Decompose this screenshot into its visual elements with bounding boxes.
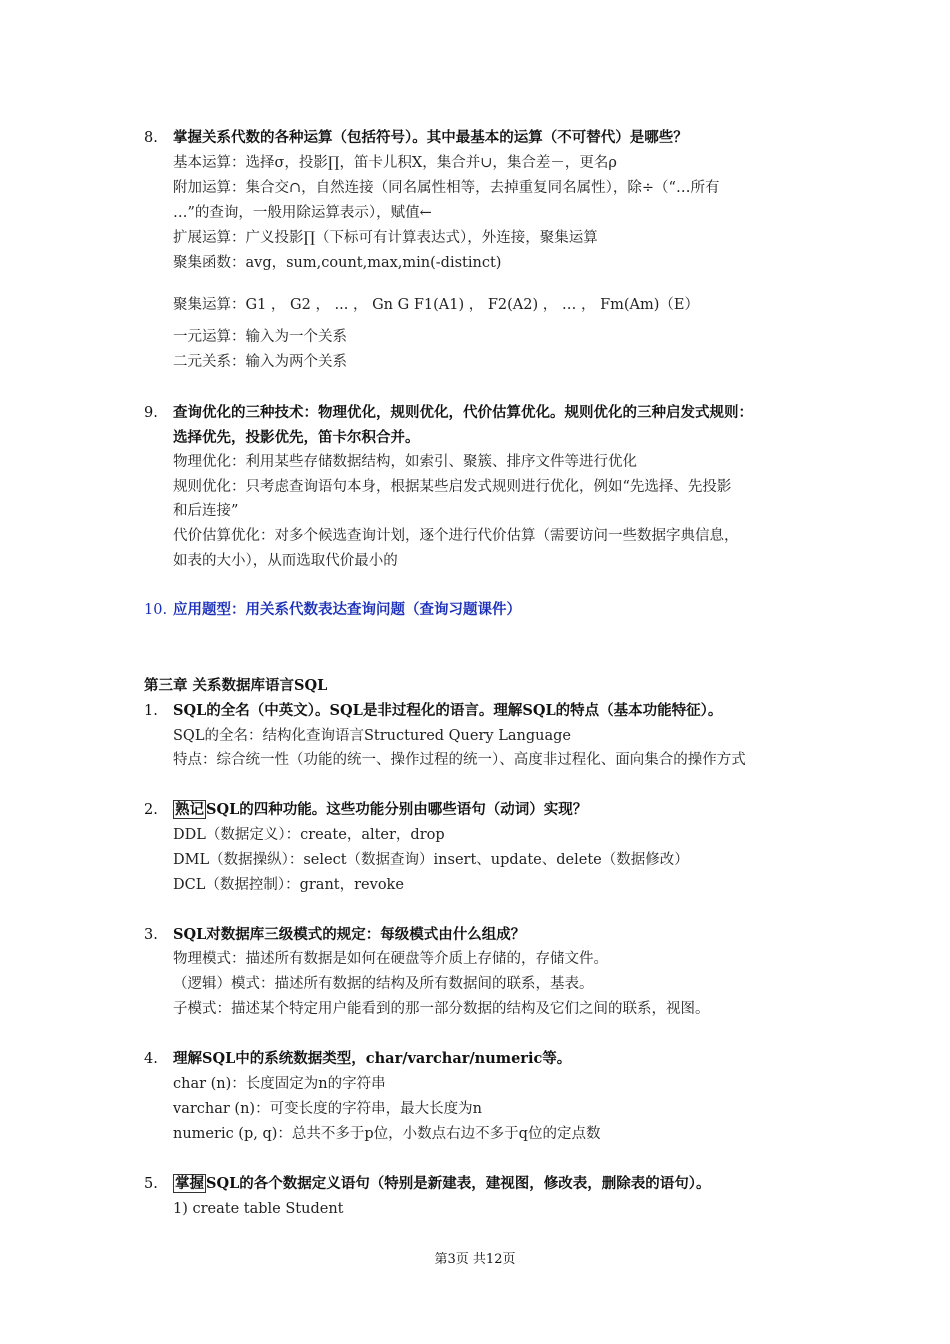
answer-line: SQL的全名：结构化查询语言Structured Query Language — [173, 728, 571, 744]
question-8-heading — [144, 128, 688, 148]
question-number: 2. — [144, 802, 158, 818]
page-footer: 第3页 共12页 — [434, 1252, 516, 1267]
question-number: 10. — [144, 602, 168, 618]
question-title: 掌握关系代数的各种运算（包括符号）。其中最基本的运算（不可替代）是哪些？ — [173, 129, 688, 146]
answer-line: 代价估算优化：对多个候选查询计划，逐个进行代价估算（需要访问一些数据字典信息， — [173, 528, 739, 544]
question-title: SQL的四种功能。这些功能分别由哪些语句（动词）实现？ — [206, 801, 588, 818]
question-title-continued: 选择优先，投影优先，笛卡尔积合并。 — [173, 429, 420, 446]
answer-line: 一元运算：输入为一个关系 — [173, 329, 347, 345]
answer-line: …”的查询，一般用除运算表示），赋值← — [173, 205, 432, 221]
answer-line: 1) create table Student — [173, 1201, 344, 1217]
question-number: 9. — [144, 405, 158, 421]
section-2-heading — [144, 800, 587, 820]
question-number: 4. — [144, 1051, 158, 1067]
question-title: 理解SQL中的系统数据类型，char/varchar/numeric等。 — [173, 1050, 572, 1067]
answer-line: 聚集运算：G1 ， G2 ， ... ， Gn G F1(A1) ， F2(A2) ， … ， Fm(Am)（E） — [173, 297, 699, 313]
question-number: 1. — [144, 703, 158, 719]
question-number: 8. — [144, 130, 158, 146]
question-title: 查询优化的三种技术：物理优化，规则优化，代价估算优化。规则优化的三种启发式规则： — [173, 404, 753, 421]
answer-line: 扩展运算：广义投影∏（下标可有计算表达式），外连接，聚集运算 — [173, 230, 598, 246]
answer-line: char (n)：长度固定为n的字符串 — [173, 1076, 386, 1092]
chapter-title: 第三章 关系数据库语言SQL — [144, 677, 328, 694]
question-title: 应用题型：用关系代数表达查询问题（查询习题课件） — [173, 601, 521, 618]
answer-line: 和后连接” — [173, 503, 239, 519]
answer-line: 聚集函数：avg，sum,count,max,min(-distinct) — [173, 255, 502, 271]
answer-line: 基本运算：选择σ，投影∏，笛卡儿积X，集合并∪，集合差－，更名ρ — [173, 155, 617, 171]
section-5-heading — [144, 1174, 711, 1194]
question-number: 5. — [144, 1176, 158, 1192]
section-3-heading — [144, 925, 525, 945]
highlight-box: 掌握 — [175, 1175, 204, 1192]
answer-line: 二元关系：输入为两个关系 — [173, 354, 347, 370]
section-4-heading — [144, 1049, 571, 1069]
question-title: SQL的全名（中英文）。SQL是非过程化的语言。理解SQL的特点（基本功能特征）。 — [173, 702, 723, 719]
section-1-heading — [144, 701, 722, 721]
question-title: SQL对数据库三级模式的规定：每级模式由什么组成？ — [173, 926, 526, 943]
answer-line: DDL（数据定义）：create，alter，drop — [173, 827, 445, 843]
question-10-heading — [144, 600, 521, 620]
answer-line: 如表的大小），从而选取代价最小的 — [173, 553, 398, 569]
answer-line: DML（数据操纵）：select（数据查询）insert、update、delete（数据修改） — [173, 852, 689, 868]
answer-line: 物理模式：描述所有数据是如何在硬盘等介质上存储的，存储文件。 — [173, 951, 608, 967]
answer-line: 特点：综合统一性（功能的统一、操作过程的统一）、高度非过程化、面向集合的操作方式 — [173, 752, 746, 768]
question-title: SQL的各个数据定义语句（特别是新建表，建视图，修改表，删除表的语句）。 — [206, 1175, 711, 1192]
answer-line: 规则优化：只考虑查询语句本身，根据某些启发式规则进行优化，例如“先选择、先投影 — [173, 479, 732, 495]
answer-line: 子模式：描述某个特定用户能看到的那一部分数据的结构及它们之间的联系，视图。 — [173, 1001, 710, 1017]
answer-line: （逻辑）模式：描述所有数据的结构及所有数据间的联系，基表。 — [173, 976, 594, 992]
answer-line: 物理优化：利用某些存储数据结构，如索引、聚簇、排序文件等进行优化 — [173, 454, 637, 470]
question-9-heading — [144, 403, 753, 423]
answer-line: numeric (p, q)：总共不多于p位，小数点右边不多于q位的定点数 — [173, 1126, 601, 1142]
highlight-box: 熟记 — [175, 801, 204, 818]
answer-line: DCL（数据控制）：grant，revoke — [173, 877, 404, 893]
answer-line: varchar (n)：可变长度的字符串，最大长度为n — [173, 1101, 482, 1117]
question-number: 3. — [144, 927, 158, 943]
answer-line: 附加运算：集合交∩，自然连接（同名属性相等，去掉重复同名属性），除÷（“…所有 — [173, 180, 720, 196]
